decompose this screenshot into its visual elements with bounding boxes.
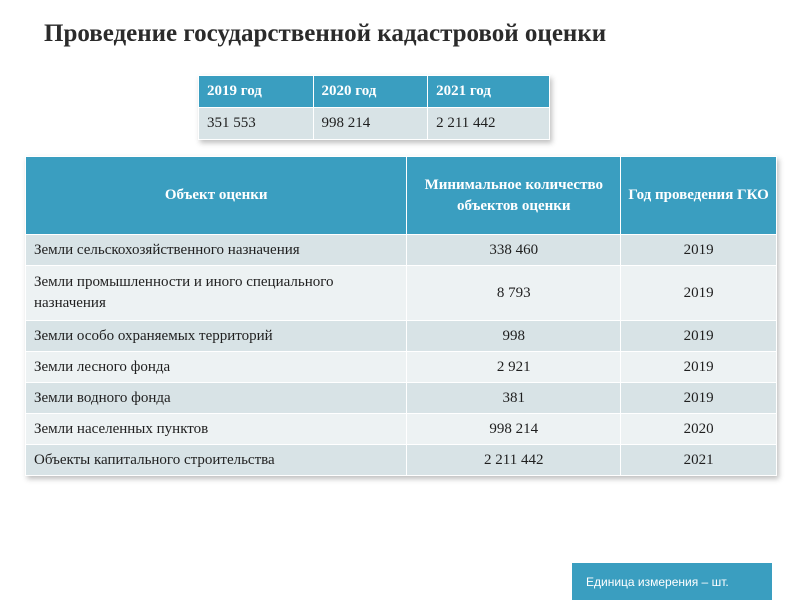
table-header-row [26,157,777,235]
count-cell: 2 211 442 [407,445,621,476]
count-cell: 998 [407,321,621,352]
unit-note: Единица измерения – шт. [572,563,772,600]
year-value: 998 214 [313,108,428,140]
year-cell: 2019 [621,352,777,383]
year-cell: 2019 [621,383,777,414]
table-row [26,414,777,445]
year-cell: 2021 [621,445,777,476]
object-cell: Земли особо охраняемых территорий [26,321,407,352]
years-table [198,75,550,140]
object-cell: Объекты капитального строительства [26,445,407,476]
column-header-year: Год проведения ГКО [621,157,777,235]
object-cell: Земли сельскохозяйственного назначения [26,235,407,266]
table-row [26,321,777,352]
table-row [26,352,777,383]
count-cell: 8 793 [407,266,621,321]
table-row [26,383,777,414]
year-header: 2021 год [428,76,550,108]
count-cell: 998 214 [407,414,621,445]
column-header-min-count: Минимальное количество объектов оценки [407,157,621,235]
object-cell: Земли промышленности и иного специального назначения [26,266,407,321]
years-header-row [199,76,550,108]
object-cell: Земли населенных пунктов [26,414,407,445]
year-value: 2 211 442 [428,108,550,140]
year-cell: 2019 [621,321,777,352]
column-header-object: Объект оценки [26,157,407,235]
years-value-row [199,108,550,140]
page-title: Проведение государственной кадастровой оценки [44,20,607,47]
object-cell: Земли водного фонда [26,383,407,414]
count-cell: 338 460 [407,235,621,266]
year-cell: 2019 [621,266,777,321]
year-header: 2019 год [199,76,314,108]
year-cell: 2020 [621,414,777,445]
year-cell: 2019 [621,235,777,266]
table-row [26,235,777,266]
count-cell: 381 [407,383,621,414]
table-row [26,266,777,321]
assessment-table [25,156,777,476]
year-header: 2020 год [313,76,428,108]
table-row [26,445,777,476]
count-cell: 2 921 [407,352,621,383]
object-cell: Земли лесного фонда [26,352,407,383]
year-value: 351 553 [199,108,314,140]
